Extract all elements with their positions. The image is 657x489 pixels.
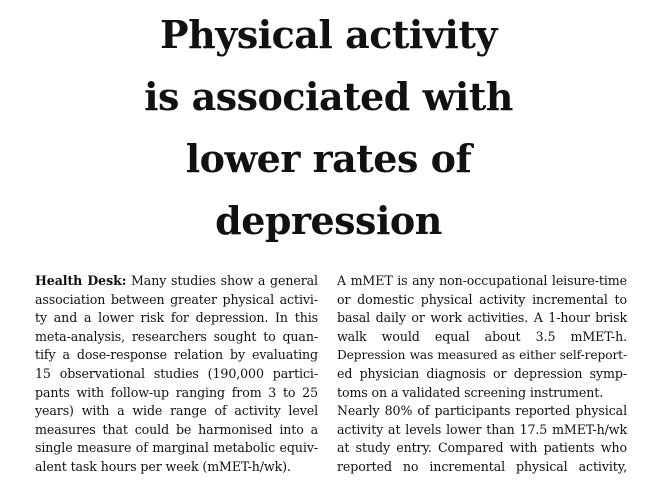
body-line: alent task hours per week (mMET-h/wk).	[35, 458, 291, 474]
body-line: ed physician diagnosis or depression symp-	[337, 365, 627, 381]
article-column-left	[35, 272, 318, 477]
article-headline	[0, 4, 657, 252]
body-line: single measure of marginal metabolic equiv-	[35, 440, 318, 456]
body-line: tify a dose-response relation by evaluating	[35, 347, 318, 363]
body-line: or domestic physical activity incremental to	[337, 291, 627, 307]
body-line: toms on a validated screening instrument.	[337, 384, 604, 400]
body-line: activity at levels lower than 17.5 mMET-h/wk	[337, 421, 627, 437]
body-line: association between greater physical activi-	[35, 291, 318, 307]
body-line	[35, 272, 318, 291]
body-line: 15 observational studies (190,000 partici-	[35, 365, 318, 381]
body-line: Nearly 80% of participants reported physical	[337, 403, 627, 419]
headline-line: Physical activity	[160, 12, 497, 57]
body-line: walk would equal about 3.5 mMET-h.	[337, 328, 627, 344]
body-line: Depression was measured as either self-report-	[337, 348, 627, 363]
body-line: ty and a lower risk for depression. In this	[35, 310, 318, 326]
body-line: years) with a wide range of activity level	[35, 403, 318, 419]
section-lead: Health Desk:	[35, 273, 127, 288]
headline-line: lower rates of	[185, 136, 472, 181]
body-line: A mMET is any non-occupational leisure-time	[337, 273, 627, 288]
body-line: measures that could be harmonised into a	[35, 421, 318, 437]
body-line-text: Many studies show a general	[126, 273, 318, 288]
body-line: pants with follow-up ranging from 3 to 25	[35, 384, 318, 400]
body-line: meta-analysis, researchers sought to quan-	[35, 328, 318, 344]
body-line: basal daily or work activities. A 1-hour brisk	[337, 310, 627, 326]
headline-line: is associated with	[144, 74, 513, 119]
headline-line: depression	[215, 198, 442, 243]
body-line: reported no incremental physical activity,	[337, 458, 627, 474]
body-line: at study entry. Compared with patients who	[337, 440, 627, 456]
article-column-right	[337, 272, 627, 477]
